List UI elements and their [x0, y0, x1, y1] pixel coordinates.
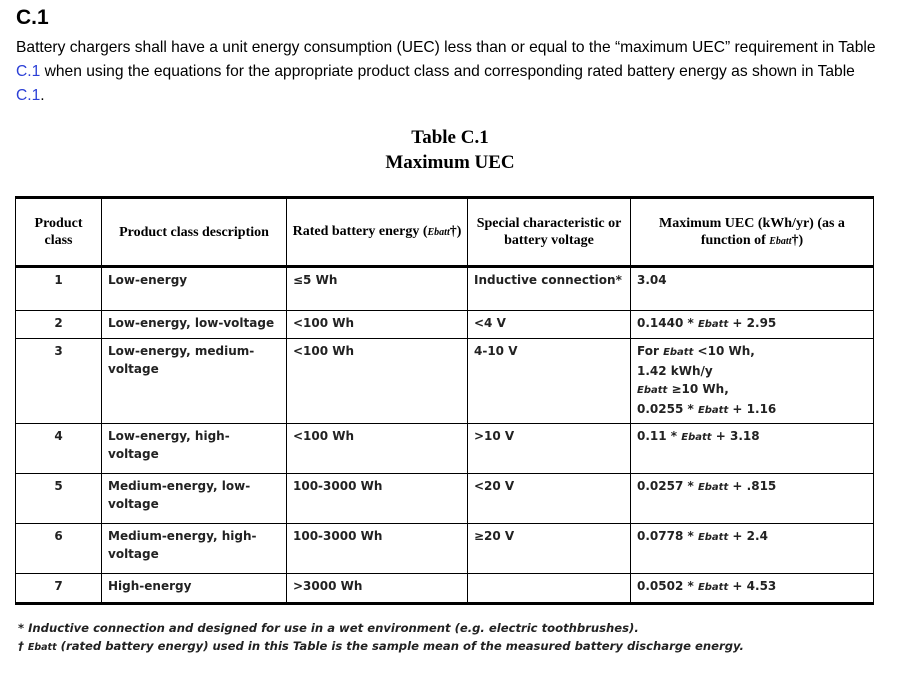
- cell-product-class: 7: [16, 574, 102, 604]
- cell-rated-energy: ≤5 Wh: [287, 267, 468, 311]
- intro-text-3: .: [40, 87, 45, 104]
- cell-special: ≥20 V: [468, 524, 631, 574]
- cell-description: Low-energy, low-voltage: [102, 311, 287, 339]
- cell-description: Medium-energy, low-voltage: [102, 474, 287, 524]
- table-row: [16, 474, 874, 524]
- cell-max-uec: 0.0257 * Ebatt + .815: [631, 474, 874, 524]
- header-product-class: Product class: [16, 198, 102, 267]
- footnote-inductive: * Inductive connection and designed for use in a wet environment (e.g. electric toothbrushes).: [18, 621, 639, 635]
- table-caption-number: Table C.1: [411, 127, 489, 148]
- cell-rated-energy: 100-3000 Wh: [287, 524, 468, 574]
- cell-product-class: 2: [16, 311, 102, 339]
- table-reference-link-1[interactable]: C.1: [16, 63, 41, 80]
- table-row: [16, 424, 874, 474]
- cell-special: <4 V: [468, 311, 631, 339]
- cell-product-class: 3: [16, 339, 102, 424]
- footnote-ebatt: † Ebatt (rated battery energy) used in this Table is the sample mean of the measured battery discharge energy.: [18, 639, 744, 653]
- cell-description: Low-energy, medium-voltage: [102, 339, 287, 424]
- cell-max-uec: 0.1440 * Ebatt + 2.95: [631, 311, 874, 339]
- section-heading: C.1: [16, 6, 49, 29]
- header-max-uec: Maximum UEC (kWh/yr) (as a function of Ebatt†): [631, 198, 874, 267]
- table-row: [16, 311, 874, 339]
- cell-product-class: 5: [16, 474, 102, 524]
- cell-description: Low-energy: [102, 267, 287, 311]
- table-caption-title: Maximum UEC: [385, 152, 515, 173]
- cell-max-uec: For Ebatt <10 Wh, 1.42 kWh/y Ebatt ≥10 Wh, 0.0255 * Ebatt + 1.16: [631, 339, 874, 424]
- table-row: [16, 524, 874, 574]
- cell-rated-energy: <100 Wh: [287, 311, 468, 339]
- table-row: [16, 267, 874, 311]
- max-uec-table: [15, 196, 874, 605]
- cell-rated-energy: <100 Wh: [287, 424, 468, 474]
- header-description: Product class description: [102, 198, 287, 267]
- cell-max-uec: 3.04: [631, 267, 874, 311]
- cell-special: >10 V: [468, 424, 631, 474]
- cell-special: Inductive connection*: [468, 267, 631, 311]
- cell-description: Low-energy, high-voltage: [102, 424, 287, 474]
- table-row: [16, 339, 874, 424]
- cell-max-uec: 0.0778 * Ebatt + 2.4: [631, 524, 874, 574]
- cell-description: Medium-energy, high-voltage: [102, 524, 287, 574]
- table-reference-link-2[interactable]: C.1: [16, 87, 41, 104]
- cell-max-uec: 0.11 * Ebatt + 3.18: [631, 424, 874, 474]
- header-rated-energy: Rated battery energy (Ebatt†): [287, 198, 468, 267]
- intro-text-2: when using the equations for the appropriate product class and corresponding rated battery energy as shown in Table: [40, 63, 855, 80]
- cell-rated-energy: >3000 Wh: [287, 574, 468, 604]
- cell-max-uec: 0.0502 * Ebatt + 4.53: [631, 574, 874, 604]
- cell-rated-energy: 100-3000 Wh: [287, 474, 468, 524]
- cell-special: [468, 574, 631, 604]
- table-header-row: [16, 198, 874, 267]
- cell-product-class: 1: [16, 267, 102, 311]
- cell-description: High-energy: [102, 574, 287, 604]
- cell-rated-energy: <100 Wh: [287, 339, 468, 424]
- header-special-characteristic: Special characteristic or battery voltage: [468, 198, 631, 267]
- table-row: [16, 574, 874, 604]
- cell-special: 4-10 V: [468, 339, 631, 424]
- intro-text-1: Battery chargers shall have a unit energy consumption (UEC) less than or equal to the “maximum UEC” requirement in Table: [16, 39, 876, 56]
- cell-product-class: 6: [16, 524, 102, 574]
- table-footnotes: [18, 619, 878, 657]
- cell-special: <20 V: [468, 474, 631, 524]
- cell-product-class: 4: [16, 424, 102, 474]
- intro-paragraph: [16, 36, 886, 108]
